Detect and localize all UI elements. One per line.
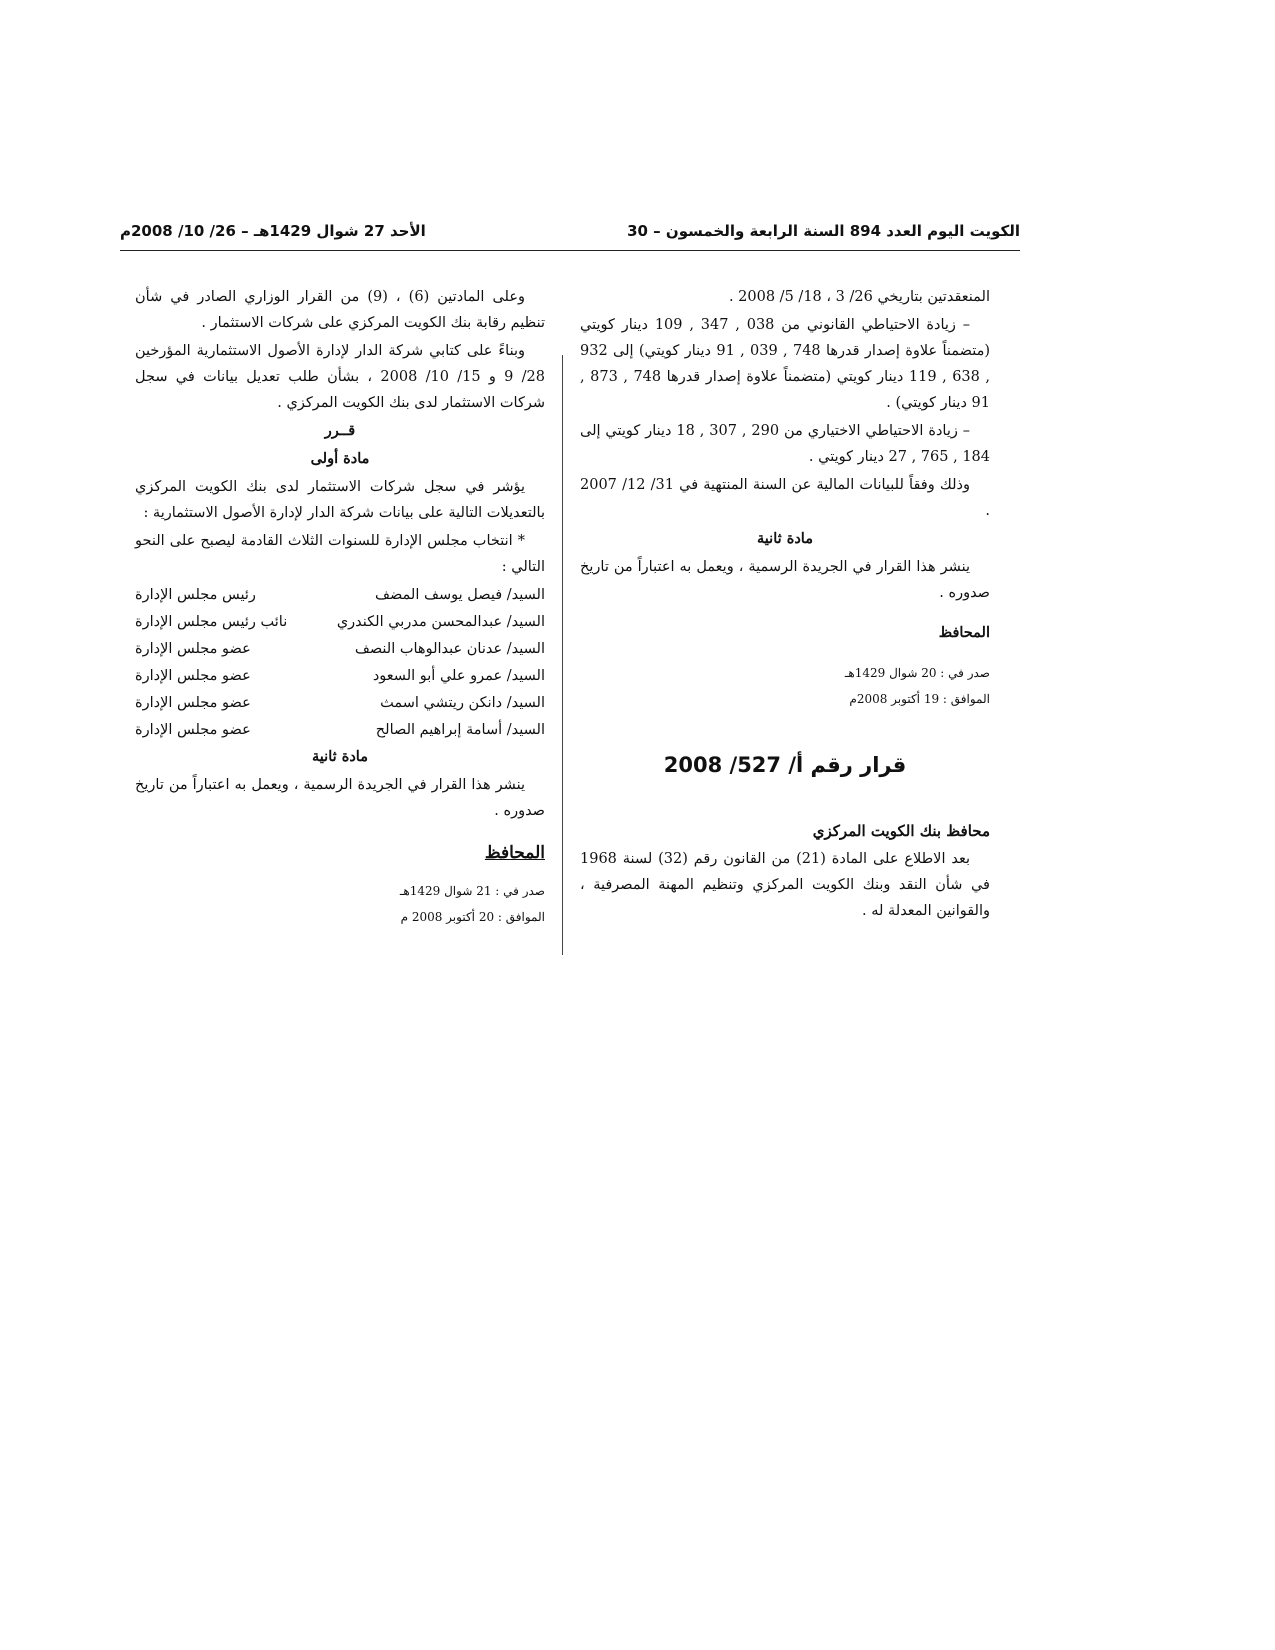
decided-heading: قــرر bbox=[324, 422, 356, 439]
list-item bbox=[135, 690, 545, 717]
article-heading: مادة ثانية bbox=[312, 748, 368, 765]
list-item bbox=[135, 582, 545, 609]
gregorian-date: الموافق : 20 أكتوبر 2008 م bbox=[400, 910, 545, 924]
header-date: الأحد 27 شوال 1429هـ – 26/ 10/ 2008م bbox=[120, 222, 426, 240]
member-role: عضو مجلس الإدارة bbox=[135, 641, 251, 657]
issue-date: صدر في : 20 شوال 1429هـ bbox=[844, 666, 990, 680]
member-role: عضو مجلس الإدارة bbox=[135, 668, 251, 684]
article-heading: مادة أولى bbox=[310, 450, 370, 467]
left-column bbox=[135, 284, 545, 930]
page-header bbox=[120, 222, 1020, 246]
gregorian-date: الموافق : 19 أكتوبر 2008م bbox=[849, 692, 990, 706]
paragraph: وعلى المادتين (6) ، (9) من القرار الوزاري الصادر في شأن تنظيم رقابة بنك الكويت المركزي على شركات الاستثمار . bbox=[135, 289, 545, 331]
member-name: السيد/ عدنان عبدالوهاب النصف bbox=[354, 641, 545, 657]
header-rule bbox=[120, 250, 1020, 251]
paragraph: المنعقدتين بتاريخي 26/ 3 ، 18/ 5/ 2008 . bbox=[728, 289, 990, 305]
list-item bbox=[135, 636, 545, 663]
board-members-list bbox=[135, 582, 545, 744]
signature-text: المحافظ bbox=[484, 843, 545, 863]
member-role: رئيس مجلس الإدارة bbox=[135, 587, 256, 603]
member-name: السيد/ فيصل يوسف المضف bbox=[374, 587, 545, 603]
issuer: محافظ بنك الكويت المركزي bbox=[812, 822, 990, 840]
paragraph: وذلك وفقاً للبيانات المالية عن السنة المنتهية في 31/ 12/ 2007 . bbox=[580, 477, 990, 519]
column-divider bbox=[562, 355, 563, 955]
paragraph: وبناءً على كتابي شركة الدار لإدارة الأصول الاستثمارية المؤرخين 28/ 9 و 15/ 10/ 2008 ، بشأن طلب تعديل بيانات في سجل شركات الاستثمار لدى بنك الكويت المركزي . bbox=[135, 343, 545, 411]
member-name: السيد/ عمرو علي أبو السعود bbox=[372, 668, 545, 684]
member-role: عضو مجلس الإدارة bbox=[135, 695, 251, 711]
member-name: السيد/ دانكن ريتشي اسمث bbox=[380, 695, 545, 711]
bullet-item: * انتخاب مجلس الإدارة للسنوات الثلاث القادمة ليصبح على النحو التالي : bbox=[135, 533, 545, 575]
article-heading: مادة ثانية bbox=[757, 530, 813, 547]
list-item bbox=[135, 663, 545, 690]
list-item bbox=[135, 609, 545, 636]
paragraph: ينشر هذا القرار في الجريدة الرسمية ، ويعمل به اعتباراً من تاريخ صدوره . bbox=[580, 559, 990, 601]
signature bbox=[135, 840, 545, 866]
right-column bbox=[580, 284, 990, 926]
signature: المحافظ bbox=[938, 624, 990, 641]
decision-title: قرار رقم أ/ 527/ 2008 bbox=[663, 753, 907, 777]
member-role: عضو مجلس الإدارة bbox=[135, 722, 251, 738]
paragraph: ينشر هذا القرار في الجريدة الرسمية ، ويعمل به اعتباراً من تاريخ صدوره . bbox=[135, 777, 545, 819]
issue-date: صدر في : 21 شوال 1429هـ bbox=[399, 884, 545, 898]
member-name: السيد/ عبدالمحسن مدربي الكندري bbox=[336, 614, 545, 630]
paragraph: بعد الاطلاع على المادة (21) من القانون رقم (32) لسنة 1968 في شأن النقد وبنك الكويت المركزي وتنظيم المهنة المصرفية ، والقوانين المعدلة له . bbox=[580, 851, 990, 919]
paragraph: يؤشر في سجل شركات الاستثمار لدى بنك الكويت المركزي بالتعديلات التالية على بيانات شركة الدار لإدارة الأصول الاستثمارية : bbox=[135, 479, 545, 521]
paragraph: – زيادة الاحتياطي القانوني من 038 , 347 , 109 دينار كويتي (متضمناً علاوة إصدار قدرها 748 , 039 , 91 دينار كويتي) إلى 932 , 638 , 119 دينار كويتي (متضمناً علاوة إصدار قدرها 748 , 873 , 91 دينار كويتي) . bbox=[580, 317, 991, 411]
member-role: نائب رئيس مجلس الإدارة bbox=[135, 614, 288, 630]
list-item bbox=[135, 717, 545, 744]
paragraph: – زيادة الاحتياطي الاختياري من 290 , 307 , 18 دينار كويتي إلى 184 , 765 , 27 دينار كويتي . bbox=[580, 423, 990, 465]
header-issue-info: الكويت اليوم العدد 894 السنة الرابعة والخمسون – 30 bbox=[627, 222, 1020, 240]
member-name: السيد/ أسامة إبراهيم الصالح bbox=[375, 722, 545, 738]
